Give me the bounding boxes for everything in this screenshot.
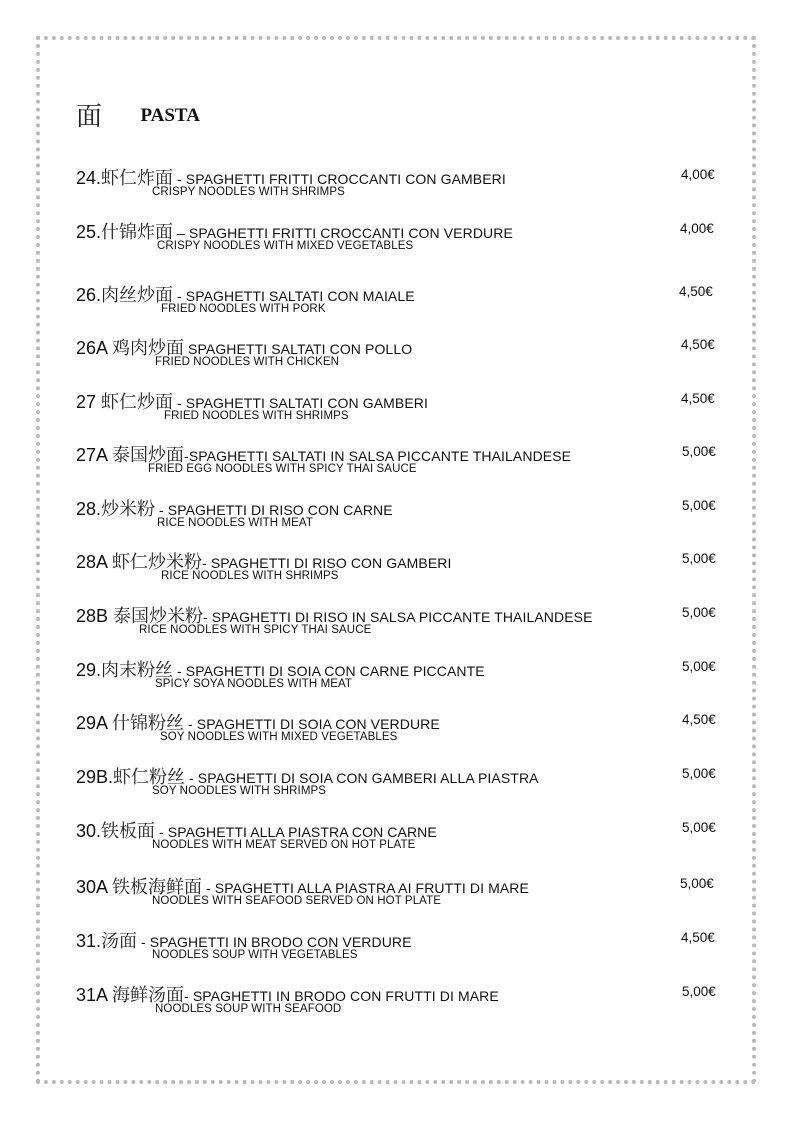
item-italian-name: SPAGHETTI SALTATI IN SALSA PICCANTE THAILANDESE [188,448,572,464]
menu-item [76,817,726,857]
item-separator: - [155,824,168,840]
item-price: 5,00€ [682,984,716,999]
item-english-name: FRIED NOODLES WITH PORK [161,303,326,315]
item-price: 5,00€ [680,876,714,891]
item-number: 27A [76,445,113,465]
item-number: 28A [76,552,113,572]
item-chinese-name: 海鲜汤面 [112,985,185,1006]
item-price: 5,00€ [682,820,716,835]
item-chinese-name: 泰国炒米粉 [113,606,204,627]
item-chinese-name: 什锦炸面 [101,222,174,243]
item-english-name: CRISPY NOODLES WITH MIXED VEGETABLES [157,240,414,252]
item-price: 4,50€ [682,712,716,727]
item-number: 28. [76,499,102,519]
menu-item [76,441,726,481]
item-italian-name: SPAGHETTI SALTATI CON POLLO [188,341,413,357]
item-price: 5,00€ [682,766,716,781]
item-number: 27 [76,392,102,412]
item-italian-name: SPAGHETTI FRITTI CROCCANTI CON GAMBERI [185,171,506,187]
item-italian-name: SPAGHETTI ALLA PIASTRA CON CARNE [167,824,437,840]
item-separator: - [173,171,186,187]
item-separator: - [202,880,215,896]
item-number: 29B. [76,767,114,787]
item-number: 29A [76,713,113,733]
item-price: 4,00€ [681,167,715,182]
menu-item [76,981,726,1021]
item-separator: - [155,502,168,518]
item-italian-name: SPAGHETTI ALLA PIASTRA AI FRUTTI DI MARE [214,880,529,896]
item-separator: - [184,716,197,732]
item-separator: - [203,609,212,625]
item-italian-name: SPAGHETTI DI SOIA CON VERDURE [196,716,440,732]
item-english-name: NOODLES WITH SEAFOOD SERVED ON HOT PLATE [152,895,441,907]
item-english-name: FRIED NOODLES WITH CHICKEN [155,356,340,368]
item-number: 25. [76,222,102,242]
item-number: 31A [76,985,113,1005]
item-italian-name: SPAGHETTI DI RISO CON GAMBERI [210,555,452,571]
menu-item [76,927,726,967]
item-number: 30A [76,877,113,897]
item-price: 4,00€ [680,221,714,236]
item-separator: - [173,395,186,411]
item-price: 5,00€ [682,444,716,459]
item-italian-name: SPAGHETTI DI SOIA CON CARNE PICCANTE [185,663,485,679]
item-price: 4,50€ [681,337,715,352]
item-english-name: SOY NOODLES WITH MIXED VEGETABLES [160,731,398,743]
menu-item [76,164,726,204]
item-price: 4,50€ [681,930,715,945]
item-separator: - [173,663,186,679]
item-chinese-name: 肉末粉丝 [101,660,174,681]
item-price: 5,00€ [682,659,716,674]
item-chinese-name: 汤面 [101,931,138,952]
item-chinese-name: 肉丝炒面 [101,285,174,306]
item-chinese-name: 铁板面 [101,821,156,842]
item-separator: - [185,770,198,786]
item-english-name: SPICY SOYA NOODLES WITH MEAT [155,678,353,690]
item-english-name: SOY NOODLES WITH SHRIMPS [152,785,327,797]
item-separator: - [173,288,186,304]
item-number: 26. [76,285,102,305]
item-price: 5,00€ [682,605,716,620]
item-chinese-name: 鸡肉炒面 [112,338,185,359]
section-heading [76,96,200,130]
item-english-name: RICE NOODLES WITH SPICY THAI SAUCE [139,624,372,636]
item-number: 28B [76,606,114,626]
item-english-name: RICE NOODLES WITH MEAT [157,517,313,529]
section-title-chinese: 面 [76,102,103,132]
menu-item [76,763,726,803]
item-italian-name: SPAGHETTI DI RISO IN SALSA PICCANTE THAILANDESE [211,609,593,625]
menu-item [76,495,726,535]
item-italian-name: SPAGHETTI SALTATI CON GAMBERI [185,395,429,411]
item-price: 4,50€ [679,284,713,299]
item-italian-name: SPAGHETTI FRITTI CROCCANTI CON VERDURE [188,225,513,241]
menu-item [76,873,726,913]
item-english-name: FRIED NOODLES WITH SHRIMPS [164,410,349,422]
item-chinese-name: 虾仁炒米粉 [112,552,203,573]
item-italian-name: SPAGHETTI IN BRODO CON VERDURE [149,934,412,950]
item-chinese-name: 虾仁炒面 [101,392,174,413]
item-price: 5,00€ [682,551,716,566]
menu-item [76,334,726,374]
section-title: PASTA [140,105,200,126]
item-separator: - [184,448,189,464]
item-chinese-name: 虾仁炸面 [101,168,174,189]
item-number: 26A [76,338,113,358]
item-separator: – [173,225,189,241]
menu-item [76,548,726,588]
item-chinese-name: 什锦粉丝 [112,713,185,734]
item-chinese-name: 炒米粉 [101,499,156,520]
item-english-name: NOODLES SOUP WITH VEGETABLES [152,949,358,961]
item-english-name: NOODLES WITH MEAT SERVED ON HOT PLATE [152,839,416,851]
menu-item [76,709,726,749]
item-italian-name: SPAGHETTI DI RISO CON CARNE [167,502,393,518]
item-chinese-name: 铁板海鲜面 [112,877,203,898]
item-separator: - [202,555,211,571]
item-number: 30. [76,821,102,841]
item-english-name: FRIED EGG NOODLES WITH SPICY THAI SAUCE [148,463,417,475]
item-italian-name: SPAGHETTI DI SOIA CON GAMBERI ALLA PIASTRA [197,770,539,786]
item-number: 24. [76,168,102,188]
menu-item [76,281,726,321]
item-english-name: CRISPY NOODLES WITH SHRIMPS [152,186,345,198]
item-english-name: RICE NOODLES WITH SHRIMPS [161,570,339,582]
menu-item [76,218,726,258]
item-separator: - [137,934,150,950]
menu-item [76,602,726,642]
menu-item [76,656,726,696]
item-italian-name: SPAGHETTI SALTATI CON MAIALE [185,288,415,304]
item-chinese-name: 泰国炒面 [112,445,185,466]
item-italian-name: SPAGHETTI IN BRODO CON FRUTTI DI MARE [192,988,499,1004]
item-price: 4,50€ [681,391,715,406]
item-price: 5,00€ [682,498,716,513]
item-separator: - [184,988,193,1004]
item-chinese-name: 虾仁粉丝 [113,767,186,788]
item-number: 29. [76,660,102,680]
item-number: 31. [76,931,102,951]
menu-item [76,388,726,428]
item-english-name: NOODLES SOUP WITH SEAFOOD [155,1003,342,1015]
